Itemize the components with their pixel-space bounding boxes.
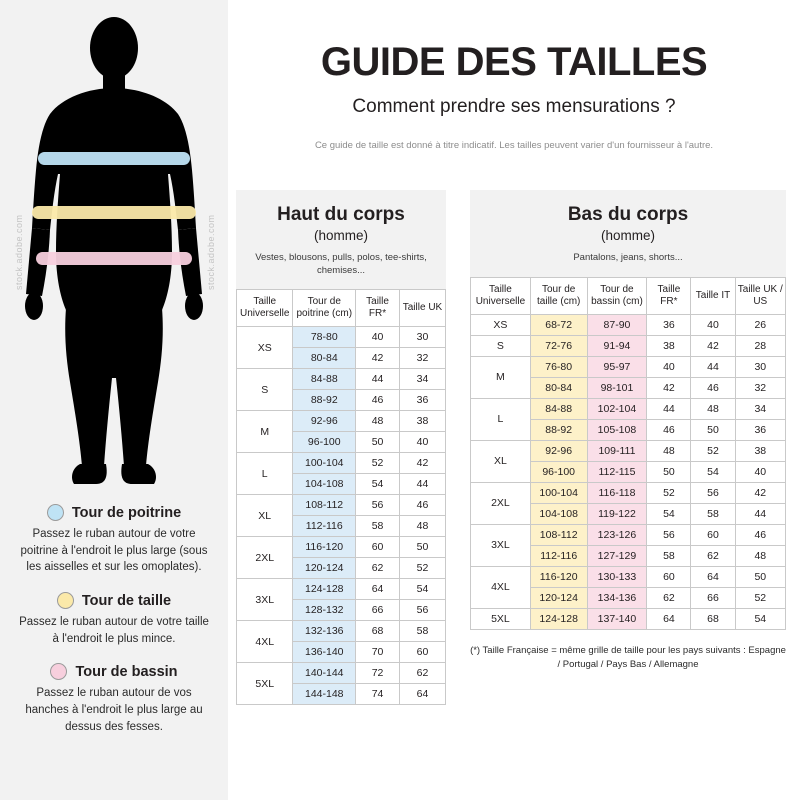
cell-uk: 64: [399, 684, 445, 705]
cell-waist: 84-88: [530, 398, 587, 419]
top-block-description: Vestes, blousons, pulls, polos, tee-shirts, chemises...: [255, 251, 427, 276]
cell-hip: 102-104: [587, 398, 647, 419]
cell-chest: 144-148: [293, 684, 356, 705]
watermark-right: stock.adobe.com: [206, 214, 216, 290]
page-title: GUIDE DES TAILLES: [320, 40, 708, 84]
cell-uk: 56: [399, 600, 445, 621]
cell-fr: 68: [356, 621, 400, 642]
cell-uk-us: 28: [735, 335, 785, 356]
cell-waist: 92-96: [530, 440, 587, 461]
table-row: [471, 566, 786, 587]
legend-label-waist: Tour de taille: [81, 592, 172, 609]
top-body-block: [236, 190, 446, 705]
table-row: [471, 335, 786, 356]
cell-uk-us: 40: [735, 461, 785, 482]
legend-title-chest: [14, 504, 214, 521]
cell-chest: 132-136: [293, 621, 356, 642]
cell-chest: 124-128: [293, 579, 356, 600]
top-table-head: [237, 290, 446, 327]
table-header-row: [471, 277, 786, 314]
cell-it: 56: [691, 482, 735, 503]
cell-hip: 127-129: [587, 545, 647, 566]
cell-uk-us: 32: [735, 377, 785, 398]
th-fr: Taille FR*: [647, 277, 691, 314]
cell-it: 60: [691, 524, 735, 545]
cell-universal-size: XS: [237, 327, 293, 369]
cell-universal-size: 4XL: [237, 621, 293, 663]
footnote: (*) Taille Française = même grille de taille pour les pays suivants : Espagne / Portugal / Pays Bas / Allemagne: [470, 645, 786, 670]
top-table-body: [237, 327, 446, 705]
legend-text-waist: Passez le ruban autour de votre taille à l'endroit le plus mince.: [19, 616, 209, 645]
chest-dot-icon: [47, 504, 64, 521]
cell-uk: 44: [399, 474, 445, 495]
cell-chest: 78-80: [293, 327, 356, 348]
cell-fr: 64: [356, 579, 400, 600]
cell-waist: 100-104: [530, 482, 587, 503]
cell-fr: 44: [356, 369, 400, 390]
cell-universal-size: M: [237, 411, 293, 453]
cell-uk: 62: [399, 663, 445, 684]
th-universal: Taille Universelle: [471, 277, 531, 314]
legend-item-waist: [14, 592, 214, 647]
cell-uk-us: 38: [735, 440, 785, 461]
cell-hip: 134-136: [587, 587, 647, 608]
top-block-gender: (homme): [313, 227, 368, 243]
cell-it: 68: [691, 608, 735, 629]
cell-fr: 40: [356, 327, 400, 348]
cell-fr: 48: [356, 411, 400, 432]
cell-fr: 58: [356, 516, 400, 537]
cell-uk-us: 36: [735, 419, 785, 440]
top-block-title: Haut du corps: [277, 204, 405, 225]
cell-universal-size: L: [237, 453, 293, 495]
bottom-block-gender: (homme): [600, 227, 655, 243]
cell-uk: 30: [399, 327, 445, 348]
cell-fr: 62: [356, 558, 400, 579]
cell-fr: 64: [647, 608, 691, 629]
cell-hip: 105-108: [587, 419, 647, 440]
cell-waist: 116-120: [530, 566, 587, 587]
cell-waist: 72-76: [530, 335, 587, 356]
bottom-size-table: [470, 277, 786, 630]
cell-chest: 140-144: [293, 663, 356, 684]
cell-chest: 128-132: [293, 600, 356, 621]
cell-chest: 96-100: [293, 432, 356, 453]
cell-it: 54: [691, 461, 735, 482]
th-fr: Taille FR*: [356, 290, 400, 327]
cell-fr: 56: [356, 495, 400, 516]
cell-chest: 120-124: [293, 558, 356, 579]
cell-fr: 58: [647, 545, 691, 566]
cell-hip: 123-126: [587, 524, 647, 545]
cell-chest: 112-116: [293, 516, 356, 537]
cell-uk: 52: [399, 558, 445, 579]
cell-waist: 124-128: [530, 608, 587, 629]
cell-universal-size: S: [237, 369, 293, 411]
cell-uk: 42: [399, 453, 445, 474]
legend-title-waist: [14, 592, 214, 609]
th-it: Taille IT: [691, 277, 735, 314]
cell-chest: 88-92: [293, 390, 356, 411]
table-row: [471, 482, 786, 503]
cell-waist: 76-80: [530, 356, 587, 377]
th-chest: Tour de poitrine (cm): [293, 290, 356, 327]
table-row: [471, 608, 786, 629]
hip-measure-band: [36, 252, 192, 265]
cell-fr: 50: [356, 432, 400, 453]
cell-uk-us: 26: [735, 314, 785, 335]
legend-item-hip: [14, 663, 214, 735]
table-row: [471, 524, 786, 545]
hip-dot-icon: [50, 663, 67, 680]
cell-chest: 136-140: [293, 642, 356, 663]
cell-universal-size: S: [471, 335, 531, 356]
cell-fr: 50: [647, 461, 691, 482]
cell-universal-size: XS: [471, 314, 531, 335]
cell-uk: 34: [399, 369, 445, 390]
cell-universal-size: 2XL: [471, 482, 531, 524]
cell-fr: 36: [647, 314, 691, 335]
top-block-head: [236, 190, 446, 289]
waist-measure-band: [32, 206, 196, 219]
cell-fr: 72: [356, 663, 400, 684]
cell-fr: 54: [647, 503, 691, 524]
cell-fr: 52: [647, 482, 691, 503]
cell-uk-us: 54: [735, 608, 785, 629]
cell-fr: 74: [356, 684, 400, 705]
cell-hip: 109-111: [587, 440, 647, 461]
cell-it: 40: [691, 314, 735, 335]
cell-uk: 38: [399, 411, 445, 432]
cell-hip: 112-115: [587, 461, 647, 482]
cell-chest: 84-88: [293, 369, 356, 390]
cell-hip: 119-122: [587, 503, 647, 524]
th-hip: Tour de bassin (cm): [587, 277, 647, 314]
cell-it: 50: [691, 419, 735, 440]
cell-uk: 48: [399, 516, 445, 537]
cell-it: 48: [691, 398, 735, 419]
th-uk: Taille UK: [399, 290, 445, 327]
cell-chest: 92-96: [293, 411, 356, 432]
cell-hip: 87-90: [587, 314, 647, 335]
page-subtitle: Comment prendre ses mensurations ?: [352, 96, 676, 117]
table-row: [237, 327, 446, 348]
cell-fr: 46: [647, 419, 691, 440]
cell-chest: 100-104: [293, 453, 356, 474]
cell-fr: 60: [356, 537, 400, 558]
th-uk-us: Taille UK / US: [735, 277, 785, 314]
cell-uk: 36: [399, 390, 445, 411]
cell-fr: 48: [647, 440, 691, 461]
cell-chest: 108-112: [293, 495, 356, 516]
cell-uk: 58: [399, 621, 445, 642]
cell-uk-us: 46: [735, 524, 785, 545]
cell-universal-size: L: [471, 398, 531, 440]
cell-hip: 98-101: [587, 377, 647, 398]
chest-measure-band: [38, 152, 190, 165]
cell-uk: 46: [399, 495, 445, 516]
cell-waist: 80-84: [530, 377, 587, 398]
cell-it: 64: [691, 566, 735, 587]
cell-fr: 38: [647, 335, 691, 356]
cell-fr: 52: [356, 453, 400, 474]
cell-universal-size: 3XL: [237, 579, 293, 621]
table-row: [237, 621, 446, 642]
cell-universal-size: 2XL: [237, 537, 293, 579]
watermark-left: stock.adobe.com: [14, 214, 24, 290]
cell-chest: 116-120: [293, 537, 356, 558]
cell-waist: 104-108: [530, 503, 587, 524]
cell-it: 66: [691, 587, 735, 608]
cell-uk-us: 50: [735, 566, 785, 587]
cell-waist: 112-116: [530, 545, 587, 566]
cell-hip: 137-140: [587, 608, 647, 629]
cell-it: 44: [691, 356, 735, 377]
cell-it: 42: [691, 335, 735, 356]
cell-uk: 60: [399, 642, 445, 663]
cell-uk-us: 34: [735, 398, 785, 419]
table-row: [237, 369, 446, 390]
cell-hip: 130-133: [587, 566, 647, 587]
cell-universal-size: 5XL: [471, 608, 531, 629]
bottom-block-description: Pantalons, jeans, shorts...: [573, 251, 683, 263]
cell-waist: 88-92: [530, 419, 587, 440]
cell-universal-size: 4XL: [471, 566, 531, 608]
table-row: [471, 356, 786, 377]
cell-it: 58: [691, 503, 735, 524]
cell-fr: 54: [356, 474, 400, 495]
legend-label-hip: Tour de bassin: [75, 663, 178, 680]
cell-waist: 120-124: [530, 587, 587, 608]
cell-uk: 54: [399, 579, 445, 600]
cell-fr: 60: [647, 566, 691, 587]
table-row: [237, 453, 446, 474]
cell-fr: 42: [647, 377, 691, 398]
cell-it: 46: [691, 377, 735, 398]
bottom-block-head: [470, 190, 786, 277]
th-waist: Tour de taille (cm): [530, 277, 587, 314]
cell-fr: 70: [356, 642, 400, 663]
cell-uk: 40: [399, 432, 445, 453]
bottom-block-title: Bas du corps: [567, 204, 689, 225]
cell-uk-us: 52: [735, 587, 785, 608]
table-row: [471, 398, 786, 419]
cell-universal-size: 5XL: [237, 663, 293, 705]
table-row: [237, 411, 446, 432]
cell-hip: 116-118: [587, 482, 647, 503]
legend-text-hip: Passez le ruban autour de vos hanches à l'endroit le plus large au dessus des fesses.: [25, 687, 203, 733]
cell-fr: 66: [356, 600, 400, 621]
cell-chest: 80-84: [293, 348, 356, 369]
cell-fr: 62: [647, 587, 691, 608]
cell-uk-us: 30: [735, 356, 785, 377]
table-row: [471, 314, 786, 335]
legend-label-chest: Tour de poitrine: [71, 504, 182, 521]
cell-fr: 40: [647, 356, 691, 377]
table-row: [237, 495, 446, 516]
cell-fr: 44: [647, 398, 691, 419]
cell-universal-size: XL: [237, 495, 293, 537]
cell-waist: 108-112: [530, 524, 587, 545]
cell-uk-us: 44: [735, 503, 785, 524]
cell-universal-size: 3XL: [471, 524, 531, 566]
header: [228, 0, 800, 151]
cell-uk-us: 42: [735, 482, 785, 503]
figure-wrap: [0, 0, 228, 500]
cell-fr: 46: [356, 390, 400, 411]
disclaimer-text: Ce guide de taille est donné à titre indicatif. Les tailles peuvent varier d'un fournisseur à l'autre.: [314, 140, 714, 151]
table-row: [237, 537, 446, 558]
legend: [0, 504, 228, 735]
cell-it: 62: [691, 545, 735, 566]
waist-dot-icon: [57, 592, 74, 609]
legend-text-chest: Passez le ruban autour de votre poitrine à l'endroit le plus large (sous les aisselles et sur les omoplates).: [20, 528, 208, 574]
cell-fr: 56: [647, 524, 691, 545]
cell-universal-size: XL: [471, 440, 531, 482]
left-panel: [0, 0, 228, 800]
bottom-body-block: [470, 190, 786, 630]
cell-hip: 91-94: [587, 335, 647, 356]
legend-item-chest: [14, 504, 214, 576]
top-size-table: [236, 289, 446, 705]
cell-waist: 96-100: [530, 461, 587, 482]
table-row: [471, 440, 786, 461]
bottom-table-body: [471, 314, 786, 629]
cell-it: 52: [691, 440, 735, 461]
th-universal: Taille Universelle: [237, 290, 293, 327]
cell-uk: 32: [399, 348, 445, 369]
bottom-table-head: [471, 277, 786, 314]
cell-hip: 95-97: [587, 356, 647, 377]
table-header-row: [237, 290, 446, 327]
cell-fr: 42: [356, 348, 400, 369]
cell-uk: 50: [399, 537, 445, 558]
legend-title-hip: [14, 663, 214, 680]
cell-uk-us: 48: [735, 545, 785, 566]
table-row: [237, 579, 446, 600]
cell-waist: 68-72: [530, 314, 587, 335]
table-row: [237, 663, 446, 684]
cell-universal-size: M: [471, 356, 531, 398]
cell-chest: 104-108: [293, 474, 356, 495]
